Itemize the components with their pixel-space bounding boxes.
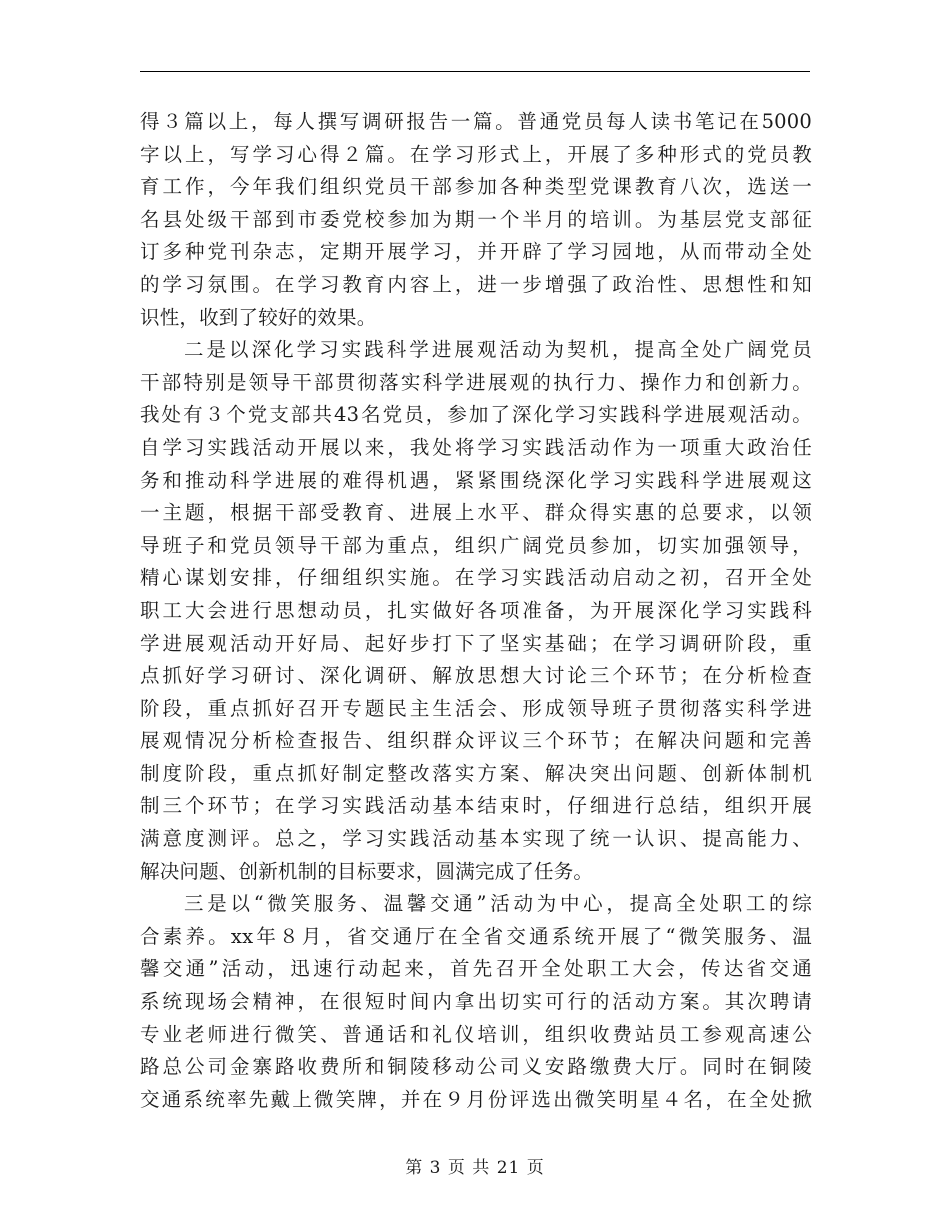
text-line: 交通系统率先戴上微笑牌，并在９月份评选出微笑明星４名，在全处掀 xyxy=(140,1087,812,1111)
text-line: 点抓好学习研讨、深化调研、解放思想大讨论三个环节；在分析检查 xyxy=(140,664,812,688)
text-line: 合素养。xx年８月，省交通厅在全省交通系统开展了“微笑服务、温 xyxy=(140,924,812,948)
text-line: 制度阶段，重点抓好制定整改落实方案、解决突出问题、创新体制机 xyxy=(140,761,812,785)
paragraph-first-line: 二是以深化学习实践科学进展观活动为契机，提高全处广阔党员 xyxy=(184,338,812,362)
header-rule xyxy=(140,71,810,72)
text-line: 满意度测评。总之，学习实践活动基本实现了统一认识、提高能力、 xyxy=(140,827,812,851)
text-line: 名县处级干部到市委党校参加为期一个半月的培训。为基层党支部征 xyxy=(140,207,812,231)
text-line: 一主题，根据干部受教育、进展上水平、群众得实惠的总要求，以领 xyxy=(140,501,812,525)
text-line: 精心谋划安排，仔细组织实施。在学习实践活动启动之初，召开全处 xyxy=(140,566,812,590)
text-line: 导班子和党员领导干部为重点，组织广阔党员参加，切实加强领导， xyxy=(140,533,812,557)
text-line: 解决问题、创新机制的目标要求，圆满完成了任务。 xyxy=(140,859,594,883)
page-footer xyxy=(0,1153,950,1178)
text-line: 的学习氛围。在学习教育内容上，进一步增强了政治性、思想性和知 xyxy=(140,272,812,296)
text-line: 路总公司金寨路收费所和铜陵移动公司义安路缴费大厅。同时在铜陵 xyxy=(140,1055,812,1079)
text-line: 系统现场会精神，在很短时间内拿出切实可行的活动方案。其次聘请 xyxy=(140,990,812,1014)
text-line: 自学习实践活动开展以来，我处将学习实践活动作为一项重大政治任 xyxy=(140,435,812,459)
text-line: 得３篇以上，每人撰写调研报告一篇。普通党员每人读书笔记在5000 xyxy=(140,110,812,133)
page-number-label: 第 3 页 共 21 页 xyxy=(405,1158,545,1178)
text-line: 馨交通”活动，迅速行动起来，首先召开全处职工大会，传达省交通 xyxy=(140,957,812,981)
paragraph-first-line: 三是以“微笑服务、温馨交通”活动为中心，提高全处职工的综 xyxy=(184,892,812,916)
text-line: 展观情况分析检查报告、组织群众评议三个环节；在解决问题和完善 xyxy=(140,729,812,753)
text-line: 务和推动科学进展的难得机遇，紧紧围绕深化学习实践科学进展观这 xyxy=(140,468,812,492)
text-line: 我处有３个党支部共43名党员，参加了深化学习实践科学进展观活动。 xyxy=(140,403,812,427)
text-line: 订多种党刊杂志，定期开展学习，并开辟了学习园地，从而带动全处 xyxy=(140,240,812,264)
text-line: 字以上，写学习心得２篇。在学习形式上，开展了多种形式的党员教 xyxy=(140,142,812,166)
body-text xyxy=(140,106,812,1116)
text-line: 制三个环节；在学习实践活动基本结束时，仔细进行总结，组织开展 xyxy=(140,794,812,818)
text-line: 职工大会进行思想动员，扎实做好各项准备，为开展深化学习实践科 xyxy=(140,598,812,622)
text-line: 阶段，重点抓好召开专题民主生活会、形成领导班子贯彻落实科学进 xyxy=(140,696,812,720)
text-line: 专业老师进行微笑、普通话和礼仪培训，组织收费站员工参观高速公 xyxy=(140,1022,812,1046)
text-line: 学进展观活动开好局、起好步打下了坚实基础；在学习调研阶段，重 xyxy=(140,631,812,655)
text-line: 育工作，今年我们组织党员干部参加各种类型党课教育八次，选送一 xyxy=(140,175,812,199)
text-line: 识性，收到了较好的效果。 xyxy=(140,305,377,329)
text-line: 干部特别是领导干部贯彻落实科学进展观的执行力、操作力和创新力。 xyxy=(140,370,812,394)
